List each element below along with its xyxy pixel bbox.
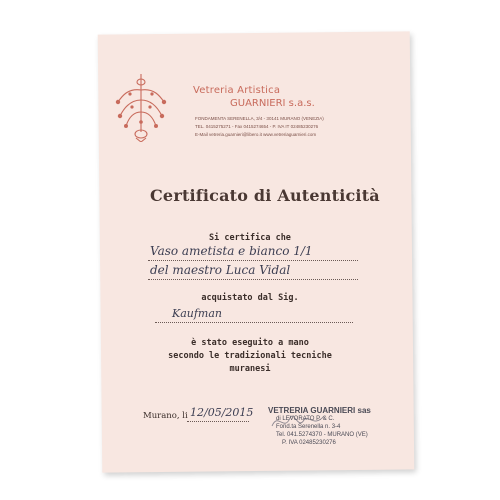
stamp-company: VETRERIA GUARNIERI sas [268,406,371,415]
date-value: 12/05/2015 [190,406,254,419]
stamp-line3: Fond.ta Serenella n. 3-4 [276,424,341,430]
company-address: FONDAMENTA SERENELLA, 3/4 - 30141 MURANO (VENEZIA) [195,116,324,121]
stamp-line5: P. IVA 02485230276 [282,440,336,446]
company-name-line2: GUARNIERI s.a.s. [230,98,315,109]
place-label: Murano, li [143,411,188,421]
made-line1: è stato eseguito a mano [191,338,309,348]
certify-label: Si certifica che [209,233,291,243]
dotted-line [155,322,353,323]
dotted-line [187,421,249,422]
company-phone: TEL. 0415275271 - Fax 0415274654 - P. IVA IT 02485230276 [195,124,319,129]
signature [268,406,328,436]
made-line3: muranesi [229,364,271,374]
buyer-name: Kaufman [172,307,223,320]
company-name: Vetreria Artistica [193,85,281,96]
company-email: E-Mail vetreria.guarnieri@libero.it www.vetreriaguarnieri.com [195,132,317,137]
stamp-line4: Tel. 041.5274370 - MURANO (VE) [276,432,368,438]
dotted-line [148,279,358,280]
made-line2: secondo le tradizionali tecniche [168,351,332,361]
item-description-line2: del maestro Luca Vidal [150,263,291,277]
purchased-label: acquistato dal Sig. [201,293,299,303]
item-description-line1: Vaso ametista e bianco 1/1 [150,244,313,258]
certificate-title: Certificato di Autenticità [150,186,380,205]
stamp-line2: di LEVORATO P. & C. [276,416,335,422]
dotted-line [148,260,358,261]
chandelier-icon [108,72,174,142]
